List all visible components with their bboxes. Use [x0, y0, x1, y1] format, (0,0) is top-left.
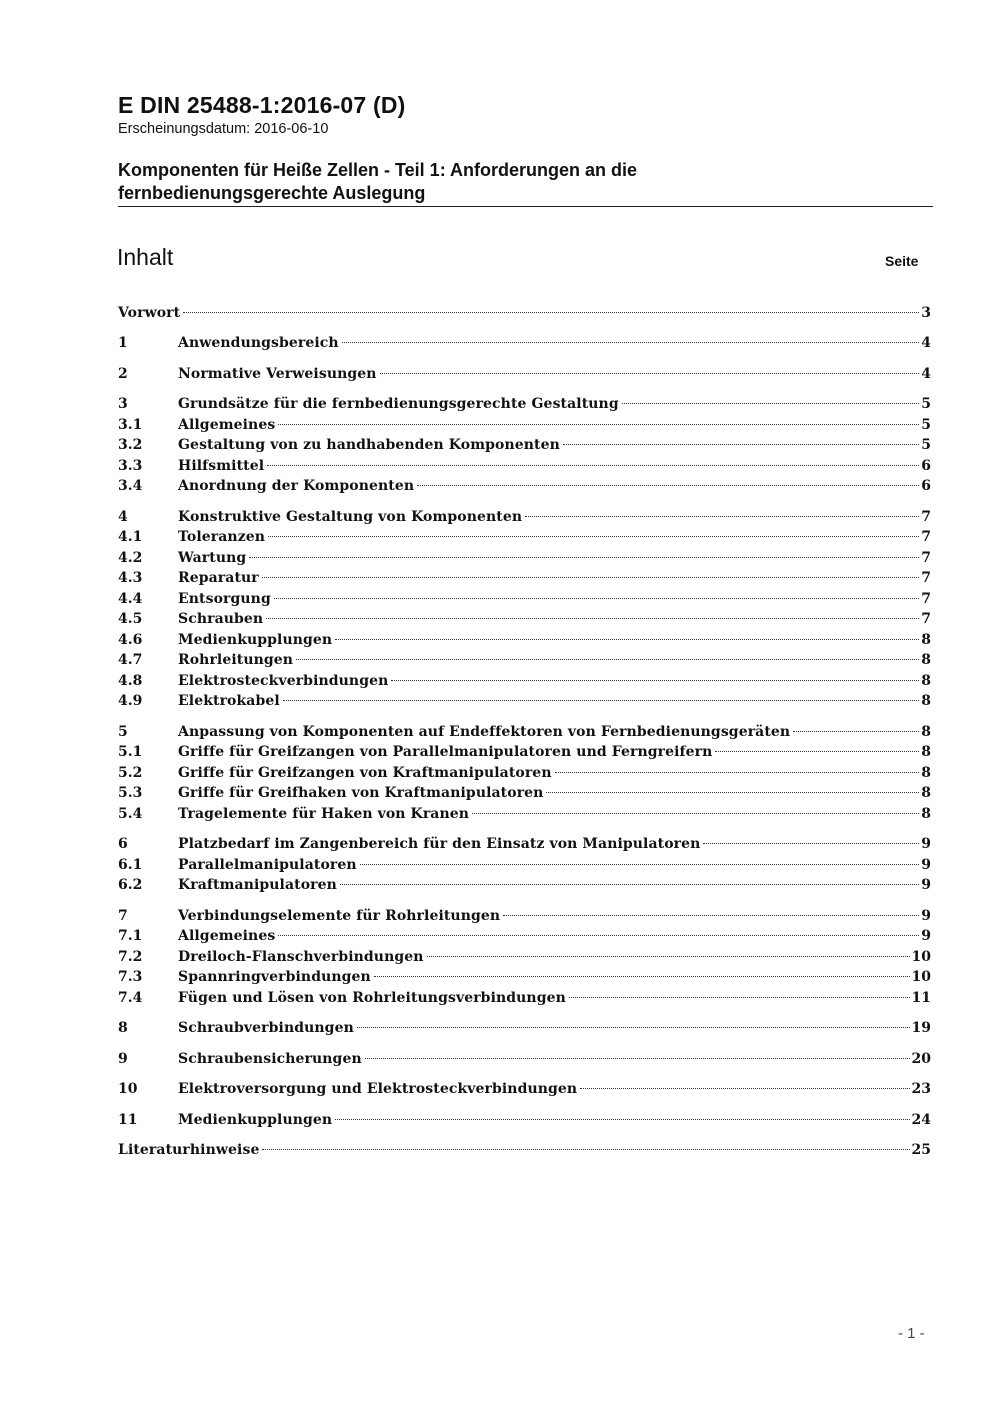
toc-entry[interactable]	[118, 630, 931, 650]
toc-dot-leader	[278, 934, 919, 936]
toc-entry-page: 5	[921, 437, 931, 453]
toc-entry-number: 6.2	[118, 877, 143, 893]
toc-dot-leader	[380, 372, 920, 374]
toc-entry-title: Griffe für Greifzangen von Kraftmanipulatoren	[178, 765, 552, 781]
toc-entry[interactable]	[118, 364, 931, 384]
toc-entry[interactable]	[118, 1110, 931, 1130]
toc-entry[interactable]	[118, 671, 931, 691]
toc-entry-number: 4.5	[118, 611, 143, 627]
toc-entry-title: Literaturhinweise	[118, 1142, 260, 1158]
toc-entry-title: Medienkupplungen	[178, 632, 333, 648]
toc-dot-leader	[266, 617, 919, 619]
toc-entry-number: 4.1	[118, 529, 143, 545]
toc-entry[interactable]	[118, 906, 931, 926]
toc-entry-title: Grundsätze für die fernbedienungsgerechte Gestaltung	[178, 396, 619, 412]
toc-entry-title: Rohrleitungen	[178, 652, 294, 668]
toc-dot-leader	[342, 341, 920, 343]
toc-entry-number: 7.1	[118, 928, 143, 944]
toc-dot-leader	[262, 576, 919, 578]
toc-entry[interactable]	[118, 834, 931, 854]
toc-entry-page: 4	[921, 335, 931, 351]
toc-entry-number: 7.4	[118, 990, 143, 1006]
toc-entry-page: 7	[921, 611, 931, 627]
document-title-line-1: Komponenten für Heiße Zellen - Teil 1: Anforderungen an die	[118, 160, 638, 180]
toc-entry-page: 6	[921, 478, 931, 494]
toc-entry-page: 8	[921, 765, 931, 781]
toc-dot-leader	[391, 679, 919, 681]
toc-entry-title: Elektrosteckverbindungen	[178, 673, 389, 689]
toc-entry-page: 8	[921, 806, 931, 822]
toc-entry-number: 7.2	[118, 949, 143, 965]
toc-entry[interactable]	[118, 722, 931, 742]
toc-entry[interactable]	[118, 855, 931, 875]
toc-entry-title: Medienkupplungen	[178, 1112, 333, 1128]
toc-dot-leader	[427, 955, 910, 957]
toc-entry-number: 4.3	[118, 570, 143, 586]
toc-entry[interactable]	[118, 926, 931, 946]
toc-dot-leader	[546, 791, 919, 793]
toc-entry-number: 11	[118, 1112, 138, 1128]
toc-entry-title: Platzbedarf im Zangenbereich für den Einsatz von Manipulatoren	[178, 836, 701, 852]
toc-entry-title: Griffe für Greifzangen von Parallelmanipulatoren und Ferngreifern	[178, 744, 713, 760]
toc-dot-leader	[503, 914, 919, 916]
toc-entry-page: 10	[911, 969, 931, 985]
toc-entry-title: Normative Verweisungen	[178, 366, 377, 382]
toc-entry-number: 5.3	[118, 785, 143, 801]
toc-dot-leader	[365, 1057, 910, 1059]
toc-entry-title: Anwendungsbereich	[178, 335, 339, 351]
toc-entry-title: Reparatur	[178, 570, 259, 586]
toc-entry-page: 7	[921, 570, 931, 586]
toc-dot-leader	[555, 771, 920, 773]
toc-entry[interactable]	[118, 507, 931, 527]
toc-entry-number: 4.7	[118, 652, 143, 668]
toc-entry[interactable]	[118, 763, 931, 783]
publication-date: Erscheinungsdatum: 2016-06-10	[118, 121, 329, 137]
toc-dot-leader	[335, 1118, 909, 1120]
toc-entry-page: 10	[911, 949, 931, 965]
toc-entry[interactable]	[118, 650, 931, 670]
toc-entry-page: 6	[921, 458, 931, 474]
toc-entry-number: 5.2	[118, 765, 143, 781]
toc-entry-number: 7	[118, 908, 128, 924]
toc-entry-page: 8	[921, 744, 931, 760]
document-title-line-2: fernbedienungsgerechte Auslegung	[118, 183, 426, 203]
toc-dot-leader	[335, 638, 919, 640]
toc-entry[interactable]	[118, 568, 931, 588]
toc-heading: Inhalt	[117, 244, 174, 270]
toc-entry-page: 8	[921, 652, 931, 668]
toc-entry[interactable]	[118, 435, 931, 455]
toc-entry-page: 9	[921, 928, 931, 944]
toc-entry-title: Schraubverbindungen	[178, 1020, 354, 1036]
toc-dot-leader	[793, 730, 919, 732]
toc-entry-number: 4.4	[118, 591, 143, 607]
toc-entry-number: 4	[118, 509, 128, 525]
toc-entry-page: 11	[911, 990, 931, 1006]
toc-entry-number: 4.8	[118, 673, 143, 689]
toc-dot-leader	[340, 883, 919, 885]
toc-entry-title: Toleranzen	[178, 529, 266, 545]
page-number: - 1 -	[898, 1325, 925, 1342]
toc-entry-title: Allgemeines	[178, 928, 276, 944]
toc-dot-leader	[274, 597, 919, 599]
toc-entry-number: 6	[118, 836, 128, 852]
toc-entry-page: 19	[911, 1020, 931, 1036]
toc-entry[interactable]	[118, 947, 931, 967]
toc-dot-leader	[525, 515, 919, 517]
toc-entry-page: 4	[921, 366, 931, 382]
toc-dot-leader	[374, 975, 910, 977]
toc-entry-title: Spannringverbindungen	[178, 969, 371, 985]
toc-entry-title: Kraftmanipulatoren	[178, 877, 337, 893]
toc-entry-page: 9	[921, 908, 931, 924]
toc-entry[interactable]	[118, 783, 931, 803]
toc-entry[interactable]	[118, 303, 931, 323]
toc-entry-title: Anordnung der Komponenten	[178, 478, 415, 494]
toc-entry-page: 20	[911, 1051, 931, 1067]
toc-entry-number: 9	[118, 1051, 128, 1067]
toc-entry-page: 9	[921, 857, 931, 873]
toc-entry-number: 6.1	[118, 857, 143, 873]
toc-entry-number: 10	[118, 1081, 138, 1097]
toc-entry[interactable]	[118, 1049, 931, 1069]
toc-dot-leader	[183, 311, 919, 313]
toc-entry-number: 4.9	[118, 693, 143, 709]
toc-entry-title: Schraubensicherungen	[178, 1051, 362, 1067]
toc-entry[interactable]	[118, 742, 931, 762]
toc-entry-page: 9	[921, 877, 931, 893]
toc-entry-title: Konstruktive Gestaltung von Komponenten	[178, 509, 523, 525]
toc-page-column-label: Seite	[885, 253, 919, 269]
toc-entry-page: 3	[921, 305, 931, 321]
toc-entry[interactable]	[118, 609, 931, 629]
toc-entry-page: 7	[921, 509, 931, 525]
toc-entry-number: 5	[118, 724, 128, 740]
toc-entry-title: Dreiloch-Flanschverbindungen	[178, 949, 424, 965]
toc-entry[interactable]	[118, 527, 931, 547]
toc-entry-title: Gestaltung von zu handhabenden Komponenten	[178, 437, 560, 453]
toc-entry[interactable]	[118, 988, 931, 1008]
toc-dot-leader	[267, 464, 919, 466]
toc-entry-number: 7.3	[118, 969, 143, 985]
toc-entry[interactable]	[118, 1079, 931, 1099]
toc-dot-leader	[296, 658, 919, 660]
toc-dot-leader	[278, 423, 919, 425]
document-id: E DIN 25488-1:2016-07 (D)	[118, 92, 406, 118]
toc-dot-leader	[622, 402, 920, 404]
toc-dot-leader	[472, 812, 919, 814]
toc-entry-title: Griffe für Greifhaken von Kraftmanipulatoren	[178, 785, 544, 801]
toc-entry-title: Elektroversorgung und Elektrosteckverbindungen	[178, 1081, 578, 1097]
toc-entry-number: 3.2	[118, 437, 143, 453]
toc-entry[interactable]	[118, 476, 931, 496]
document-title	[118, 159, 918, 205]
toc-entry[interactable]	[118, 875, 931, 895]
toc-entry[interactable]	[118, 1140, 931, 1160]
toc-entry-page: 7	[921, 550, 931, 566]
toc-entry-number: 4.2	[118, 550, 143, 566]
toc-entry-page: 7	[921, 529, 931, 545]
toc-entry[interactable]	[118, 548, 931, 568]
toc-entry[interactable]	[118, 691, 931, 711]
toc-dot-leader	[360, 863, 920, 865]
toc-entry-number: 3	[118, 396, 128, 412]
toc-dot-leader	[283, 699, 919, 701]
toc-entry-page: 8	[921, 632, 931, 648]
toc-entry-title: Anpassung von Komponenten auf Endeffektoren von Fernbedienungsgeräten	[178, 724, 791, 740]
toc-entry-title: Vorwort	[118, 305, 181, 321]
toc-entry-title: Elektrokabel	[178, 693, 280, 709]
toc-dot-leader	[563, 443, 919, 445]
toc-entry-page: 8	[921, 673, 931, 689]
toc-entry-page: 7	[921, 591, 931, 607]
toc-dot-leader	[417, 484, 919, 486]
toc-entry-number: 3.4	[118, 478, 143, 494]
toc-entry-number: 3.3	[118, 458, 143, 474]
toc-entry[interactable]	[118, 394, 931, 414]
toc-entry-title: Entsorgung	[178, 591, 271, 607]
toc-entry-title: Wartung	[178, 550, 247, 566]
toc-dot-leader	[580, 1087, 909, 1089]
toc-entry-page: 5	[921, 396, 931, 412]
toc-entry[interactable]	[118, 456, 931, 476]
toc-entry[interactable]	[118, 415, 931, 435]
toc-entry[interactable]	[118, 804, 931, 824]
toc-entry-number: 5.1	[118, 744, 143, 760]
toc-dot-leader	[262, 1148, 909, 1150]
toc-entry-number: 2	[118, 366, 128, 382]
toc-entry-page: 8	[921, 785, 931, 801]
toc-dot-leader	[268, 535, 919, 537]
title-divider	[118, 206, 933, 207]
toc-entry-number: 1	[118, 335, 128, 351]
toc-entry-title: Fügen und Lösen von Rohrleitungsverbindungen	[178, 990, 566, 1006]
toc-dot-leader	[715, 750, 919, 752]
toc-entry-title: Parallelmanipulatoren	[178, 857, 357, 873]
toc-entry-title: Allgemeines	[178, 417, 276, 433]
toc-entry-page: 24	[911, 1112, 931, 1128]
toc-entry-page: 5	[921, 417, 931, 433]
toc-dot-leader	[357, 1026, 910, 1028]
toc-entry-page: 23	[911, 1081, 931, 1097]
toc-entry-title: Tragelemente für Haken von Kranen	[178, 806, 470, 822]
toc-dot-leader	[569, 996, 910, 998]
toc-entry-number: 4.6	[118, 632, 143, 648]
toc-entry-page: 9	[921, 836, 931, 852]
toc-entry-number: 8	[118, 1020, 128, 1036]
toc-entry[interactable]	[118, 333, 931, 353]
toc-entry-page: 8	[921, 693, 931, 709]
toc-entry-number: 5.4	[118, 806, 143, 822]
toc-dot-leader	[703, 842, 919, 844]
toc-entry-page: 25	[911, 1142, 931, 1158]
toc-entry-title: Hilfsmittel	[178, 458, 265, 474]
toc-entry-page: 8	[921, 724, 931, 740]
toc-dot-leader	[249, 556, 919, 558]
toc-entry[interactable]	[118, 1018, 931, 1038]
toc-entry-title: Schrauben	[178, 611, 264, 627]
toc-entry[interactable]	[118, 967, 931, 987]
toc-entry-number: 3.1	[118, 417, 143, 433]
toc-entry[interactable]	[118, 589, 931, 609]
toc-entry-title: Verbindungselemente für Rohrleitungen	[178, 908, 501, 924]
